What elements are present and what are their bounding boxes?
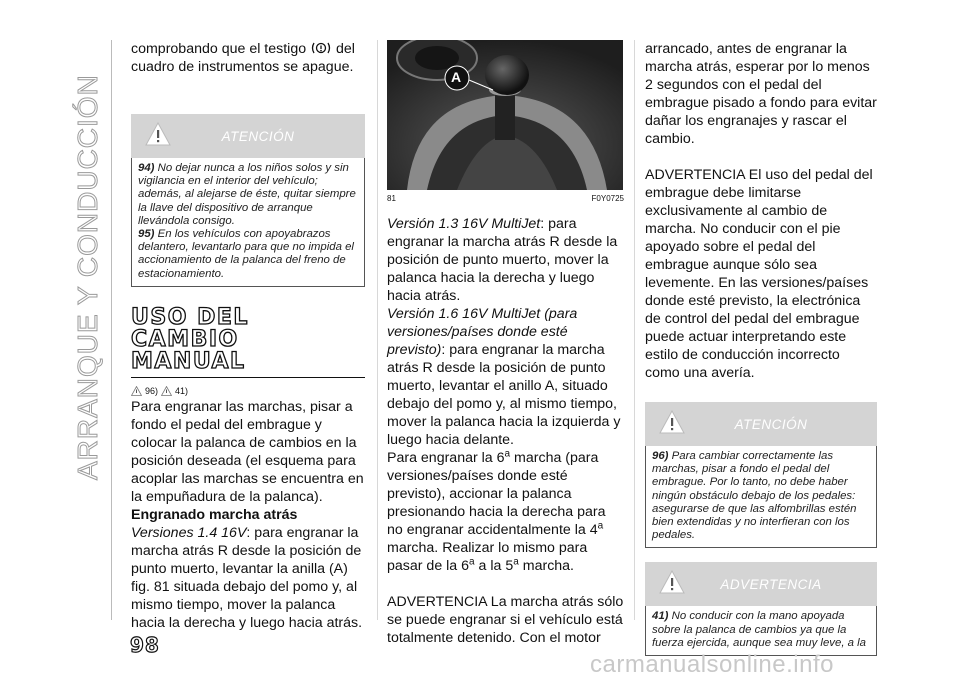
indicator-light-icon: [310, 41, 332, 55]
figure-code: F0Y0725: [591, 194, 624, 203]
figure-caption: [387, 194, 624, 203]
cross-references: [131, 386, 365, 396]
ref-warning: 41): [175, 385, 189, 396]
body-paragraph: Versión 1.3 16V MultiJet: para engranar la marcha atrás R desde la posición de punto muerto, mover la palanca hacia la derecha y luego hacia atrás.: [387, 216, 618, 304]
warning-triangle-icon: [659, 410, 685, 434]
attention-box-title: ATENCIÓN: [221, 128, 295, 144]
ref-attention: 96): [145, 385, 159, 396]
body-paragraph: ADVERTENCIA La marcha atrás sólo se puede engranar si el vehículo está totalmente detenido. Con el motor: [387, 594, 624, 646]
warning-triangle-icon: [659, 570, 685, 594]
body-paragraph: arrancado, antes de engranar la marcha atrás, esperar por lo menos 2 segundos con el pedal del embrague pisado a fondo para evitar dañar los engranajes y rascar el cambio.: [645, 41, 877, 147]
attention-box-1: [131, 114, 365, 287]
attention-box-2: [645, 402, 877, 548]
warning-box-body: [645, 606, 877, 656]
body-paragraph: ADVERTENCIA El uso del pedal del embrague debe limitarse exclusivamente al cambio de marcha. No conducir con el pie apoyado sobre el pedal del embrague aunque sólo sea levemente. En las versiones/países donde esté previsto, la electrónica de control del pedal del embrague puede actuar interpretando este estilo de conducción incorrecto como una avería.: [645, 167, 873, 381]
body-paragraph: Para engranar la 6$^a$ marcha (para versiones/países donde esté previsto), accionar la palanca presionando hacia la derecha para no engranar accidentalmente la 4$^a$ marcha. Realizar lo mismo para pasar de la 6$^a$ a la 5$^a$ marcha.: [387, 448, 606, 574]
page-number: 98: [130, 633, 160, 657]
body-paragraph: Versiones 1.4 16V: para engranar la marcha atrás R desde la posición de punto muerto, levantar la anilla (A) fig. 81 situada debajo del pomo y, al mismo tiempo, mover la palanca hacia la derecha y luego hacia atrás.: [131, 524, 363, 631]
column-1: [131, 40, 365, 632]
gear-lever-photo: [387, 40, 623, 190]
figure-number: 81: [387, 194, 396, 203]
attention-item: 95) En los vehículos con apoyabrazos delantero, levantarlo para que no impida el accionamiento de la palanca del freno de estacionamiento.: [138, 228, 354, 280]
section-title: USO DEL CAMBIO MANUAL: [131, 307, 365, 378]
body-paragraph: Versión 1.6 16V MultiJet (para versiones/países donde esté previsto): para engranar la marcha atrás R desde la posición de punto muerto, levantar el anillo A, situado debajo del pomo y, al mismo tiempo, mover la palanca hacia la izquierda y luego hacia delante.: [387, 306, 621, 448]
warning-triangle-icon: [161, 386, 172, 396]
warning-box-title: ADVERTENCIA: [720, 576, 822, 592]
column-2: [387, 40, 624, 647]
watermark: carmanualsonline.info: [590, 651, 834, 678]
warning-triangle-icon: [145, 122, 171, 146]
attention-box-body: [131, 158, 365, 287]
column-3: [645, 40, 877, 656]
chapter-vertical-title: ARRANQUE Y CONDUCCIÓN: [72, 74, 103, 480]
column-separator: [377, 40, 378, 620]
body-paragraph: Para engranar las marchas, pisar a fondo el pedal del embrague y colocar la palanca de cambios en la posición deseada (el esquema para acoplar las marchas se encuentra en la empuñadura de la palanca).: [131, 398, 364, 505]
intro-paragraph: [131, 40, 365, 76]
attention-box-header: [131, 114, 365, 158]
intro-text-a: comprobando que el testigo: [131, 41, 307, 57]
warning-triangle-icon: [131, 386, 142, 396]
intro-text-b: del cuadro de instrumentos se apague.: [131, 41, 355, 75]
attention-item: 94) No dejar nunca a los niños solos y sin vigilancia en el interior del vehículo; además, al alejarse de éste, quitar siempre la llave del dispositivo de arranque llevándola consigo.: [138, 162, 356, 227]
gear-lever-illustration: [387, 40, 623, 190]
attention-box-body: [645, 446, 877, 548]
warning-box-header: [645, 562, 877, 606]
warning-item: 41) No conducir con la mano apoyada sobre la palanca de cambios ya que la fuerza ejercida, aunque sea muy leve, a la: [652, 610, 867, 649]
subheading: Engranado marcha atrás: [131, 506, 298, 523]
attention-box-header: [645, 402, 877, 446]
attention-box-title: ATENCIÓN: [734, 416, 808, 432]
figure-callout-a: A: [451, 69, 462, 85]
attention-item: 96) Para cambiar correctamente las marchas, pisar a fondo el pedal del embrague. Por lo tanto, no debe haber ningún obstáculo debajo de los pedales: asegurarse de que las alfombrillas estén bien extendidas y no interfieran con los pedales.: [652, 450, 857, 542]
warning-box: [645, 562, 877, 656]
column-separator: [634, 40, 635, 620]
chapter-divider-line: [111, 40, 112, 620]
